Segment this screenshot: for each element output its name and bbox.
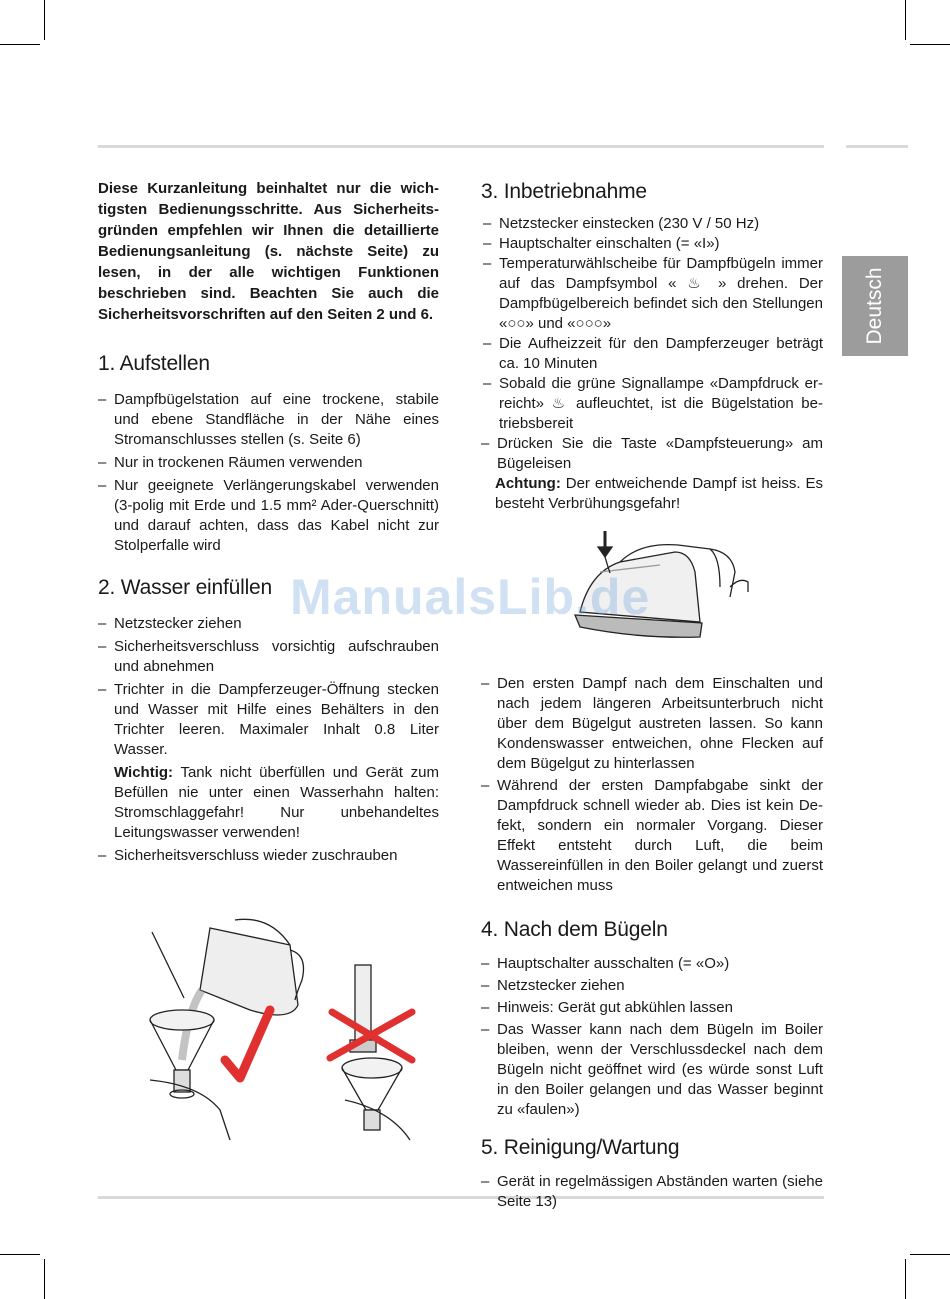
section-5-title: 5. Reinigung/Wartung: [481, 1136, 680, 1159]
list-item: – Sicherheitsverschluss vorsichtig aufschrauben und abnehmen: [98, 637, 439, 677]
list-item: – Netzstecker ziehen: [98, 614, 439, 634]
list-item: – Die Aufheizzeit für den Dampferzeuger beträgt ca. 10 Minuten: [483, 334, 823, 374]
crop-mark: [905, 1259, 906, 1299]
list-item: – Dampfbügelstation auf eine trockene, stabile und ebene Standfläche in der Nähe eines Stromanschlusses stellen (s. Seite 6): [98, 390, 439, 450]
list-item: – Während der ersten Dampfabgabe sinkt der Dampfdruck schnell wieder ab. Dies ist kein Defekt, sondern ein normaler Vorgang. Dieser Effekt entsteht durch Luft, die beim Wassereinfüllen in den Boiler gelangt und zuerst entweichen muss: [481, 776, 823, 896]
crop-mark: [0, 44, 40, 45]
section-1-list: [98, 390, 439, 556]
warning-label: Achtung:: [495, 475, 561, 492]
list-item: – Hauptschalter einschalten (= «I»): [483, 234, 823, 254]
list-item: – Gerät in regelmässigen Abständen warten (siehe Seite 13): [481, 1172, 823, 1212]
warning-paragraph: [98, 763, 439, 843]
language-tab-label: Deutsch: [863, 267, 886, 345]
list-item: – Drücken Sie die Taste «Dampfsteuerung» am Bügeleisen: [481, 434, 823, 474]
list-item: – Nur geeignete Verlängerungskabel verwenden (3-polig mit Erde und 1.5 mm² Ader-Querschnitt) und darauf achten, dass das Kabel nicht zur Stolperfalle wird: [98, 476, 439, 556]
section-4-title: 4. Nach dem Bügeln: [481, 918, 668, 941]
section-4-list: [481, 954, 823, 1120]
crop-mark: [910, 44, 950, 45]
list-item: – Netzstecker einstecken (230 V / 50 Hz): [483, 214, 823, 234]
crop-mark: [44, 0, 45, 40]
language-tab: [842, 256, 908, 356]
list-item: – Nur in trockenen Räumen verwenden: [98, 453, 439, 473]
section-3-list: [481, 214, 823, 474]
list-item: – Sobald die grüne Signallampe «Dampfdruck erreicht» ♨ aufleuchtet, ist die Bügelstation betriebsbereit: [483, 374, 823, 434]
top-rule-tab: [846, 145, 908, 148]
warning-paragraph: [481, 474, 823, 514]
section-3-title: 3. Inbetriebnahme: [481, 180, 647, 203]
list-item: – Das Wasser kann nach dem Bügeln im Boiler bleiben, wenn der Verschlussdeckel nach dem Bügeln nicht geöffnet wird (es würde sonst Luft in den Boiler gelangen und das Wasser beginnt zu «faulen»): [481, 1020, 823, 1120]
list-item: – Netzstecker ziehen: [481, 976, 823, 996]
warning-text: Tank nicht überfüllen und Gerät zum Befüllen nie unter einen Wasserhahn halten: Stromschlaggefahr! Nur unbehandeltes Leitungswasser verwenden!: [114, 764, 439, 841]
top-rule: [98, 145, 824, 148]
list-item: – Sicherheitsverschluss wieder zuschrauben: [98, 846, 439, 866]
section-1-title: 1. Aufstellen: [98, 352, 210, 375]
list-item: – Den ersten Dampf nach dem Einschalten und nach jedem längeren Arbeitsunterbruch nicht über dem Bügelgut austreten lassen. So kann Kondenswasser entweichen, ohne Flecken auf dem Bügelgut zu hinterlassen: [481, 674, 823, 774]
warning-label: Wichtig:: [114, 764, 174, 781]
section-3-list-2: [481, 674, 823, 896]
watermark: ManualsLib.de: [290, 569, 651, 625]
section-2-title: 2. Wasser einfüllen: [98, 576, 273, 599]
funnel-illustration: [140, 910, 440, 1145]
list-item: – Hinweis: Gerät gut abkühlen lassen: [481, 998, 823, 1018]
crop-mark: [910, 1254, 950, 1255]
list-item: – Temperaturwählscheibe für Dampfbügeln immer auf das Dampfsymbol « ♨ » drehen. Der Dampfbügelbereich befindet sich den Stellungen «○○» und «○○○»: [483, 254, 823, 334]
left-column: [98, 178, 439, 866]
check-icon: [225, 1010, 270, 1078]
crop-mark: [44, 1259, 45, 1299]
intro-paragraph: Diese Kurzanleitung beinhaltet nur die wichtigsten Bedienungsschritte. Aus Sicherheitsgründen empfehlen wir Ihnen die detaillierte Bedienungsanleitung (s. nächste Seite) zu lesen, in der alle wichtigen Funktionen beschrieben sind. Beachten Sie auch die Sicherheitsvorschriften auf den Seiten 2 und 6.: [98, 180, 439, 323]
section-5-list: [481, 1172, 823, 1212]
crop-mark: [0, 1254, 40, 1255]
section-2-list-end: [98, 846, 439, 866]
list-item: – Trichter in die Dampferzeuger-Öffnung stecken und Wasser mit Hilfe eines Behälters in den Trichter leeren. Maximaler Inhalt 0.8 Liter Wasser.: [98, 680, 439, 760]
section-2-list: [98, 614, 439, 760]
right-column: [481, 178, 823, 1212]
list-item: – Hauptschalter ausschalten (= «O»): [481, 954, 823, 974]
crop-mark: [905, 0, 906, 40]
warning-text: Der entweichende Dampf ist heiss. Es besteht Verbrühungsgefahr!: [495, 475, 823, 512]
